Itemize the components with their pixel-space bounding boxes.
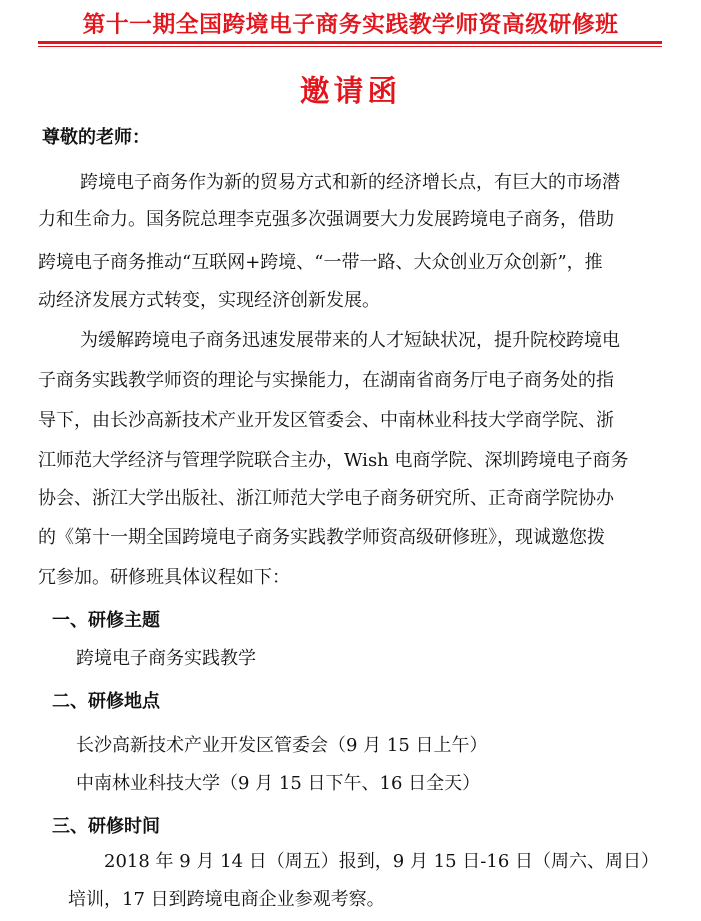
paragraph2-line: 子商务实践教学师资的理论与实操能力，在湖南省商务厅电子商务处的指 xyxy=(38,370,614,391)
header-rule-thin xyxy=(38,46,662,47)
section2-line: 长沙高新技术产业开发区管委会（9 月 15 日上午） xyxy=(76,735,488,756)
paragraph1-line: 跨境电子商务推动“互联网+跨境、“一带一路、大众创业万众创新”，推 xyxy=(38,252,603,273)
section3-line: 2018 年 9 月 14 日（周五）报到，9 月 15 日-16 日（周六、周日） xyxy=(104,851,660,872)
document-title: 邀请函 xyxy=(299,74,402,109)
section3-line: 培训，17 日到跨境电商企业参观考察。 xyxy=(68,889,385,910)
salutation: 尊敬的老师： xyxy=(42,127,150,148)
paragraph2-line: 导下，由长沙高新技术产业开发区管委会、中南林业科技大学商学院、浙 xyxy=(38,410,614,431)
paragraph2-line: 协会、浙江大学出版社、浙江师范大学电子商务研究所、正奇商学院协办 xyxy=(38,488,614,509)
paragraph2-line: 为缓解跨境电子商务迅速发展带来的人才短缺状况，提升院校跨境电 xyxy=(80,330,620,351)
paragraph2-line: 的《第十一期全国跨境电子商务实践教学师资高级研修班》，现诚邀您拨 xyxy=(38,527,605,548)
header-rule-thick xyxy=(38,41,662,44)
paragraph2-line: 江师范大学经济与管理学院联合主办，Wish 电商学院、深圳跨境电子商务 xyxy=(38,450,629,471)
paragraph1-line: 力和生命力。国务院总理李克强多次强调要大力发展跨境电子商务，借助 xyxy=(38,209,614,230)
paragraph1-line: 动经济发展方式转变，实现经济创新发展。 xyxy=(38,290,380,311)
paragraph1-line: 跨境电子商务作为新的贸易方式和新的经济增长点，有巨大的市场潜 xyxy=(80,172,620,193)
banner-title: 第十一期全国跨境电子商务实践教学师资高级研修班 xyxy=(82,12,619,38)
paragraph2-line: 冗参加。研修班具体议程如下： xyxy=(38,567,290,588)
section1-heading: 一、研修主题 xyxy=(52,610,160,631)
section2-heading: 二、研修地点 xyxy=(52,691,160,712)
section1-body: 跨境电子商务实践教学 xyxy=(76,648,256,669)
section2-line: 中南林业科技大学（9 月 15 日下午、16 日全天） xyxy=(76,773,481,794)
section3-heading: 三、研修时间 xyxy=(52,816,160,837)
